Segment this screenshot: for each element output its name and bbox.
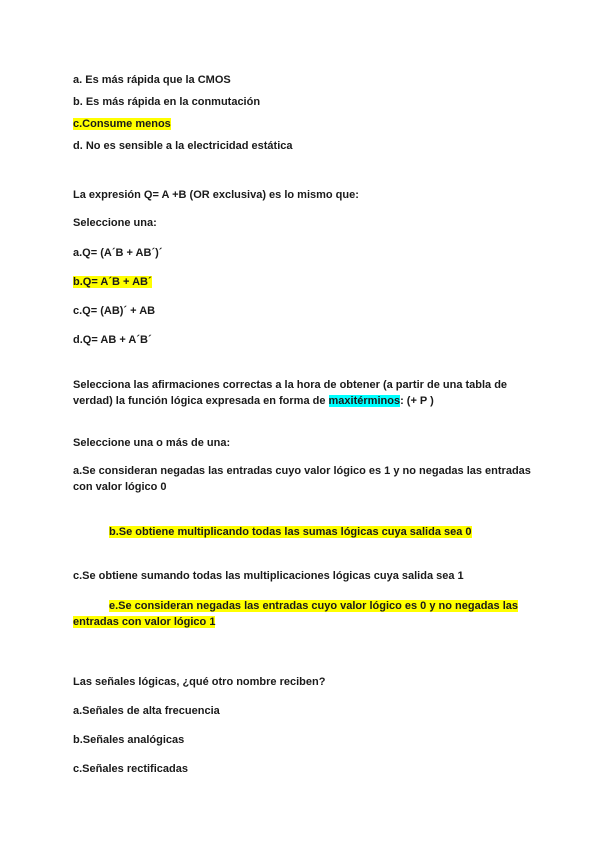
q1-option-c-text: c.Consume menos xyxy=(73,118,171,130)
q2-option-a[interactable]: a.Q= (A´B + AB´)´ xyxy=(73,247,163,259)
q3-question-part1: Selecciona las afirmaciones correctas a la hora de obtener (a partir de una tabla de verdad) la función lógica expresada en forma de xyxy=(73,379,508,407)
q4-option-c[interactable]: c.Señales rectificadas xyxy=(73,763,188,775)
q1-option-d[interactable]: d. No es sensible a la electricidad estática xyxy=(73,140,293,152)
q1-option-b[interactable]: b. Es más rápida en la conmutación xyxy=(73,96,261,108)
q2-option-c[interactable]: c.Q= (AB)´ + AB xyxy=(73,305,156,317)
q3-question-part2: : (+ P ) xyxy=(400,395,434,407)
q3-option-e-text: e.Se consideran negadas las entradas cuyo valor lógico es 0 y no negadas las entradas con valor lógico 1 xyxy=(73,600,518,628)
q3-question-highlight: maxitérminos xyxy=(328,395,401,407)
q4-option-b[interactable]: b.Señales analógicas xyxy=(73,734,185,746)
q3-option-e-highlighted[interactable] xyxy=(73,598,533,630)
q2-question: La expresión Q= A +B (OR exclusiva) es lo mismo que: xyxy=(73,189,359,201)
q4-question: Las señales lógicas, ¿qué otro nombre reciben? xyxy=(73,676,326,688)
q2-option-b-text: b.Q= A´B + AB´ xyxy=(73,276,152,288)
q2-option-b-highlighted[interactable] xyxy=(73,275,152,289)
q1-option-c-highlighted[interactable] xyxy=(73,117,171,131)
q3-question xyxy=(73,377,533,409)
q2-option-d[interactable]: d.Q= AB + A´B´ xyxy=(73,334,152,346)
q2-instruction: Seleccione una: xyxy=(73,217,157,229)
q1-option-a[interactable]: a. Es más rápida que la CMOS xyxy=(73,74,231,86)
q3-option-c[interactable]: c.Se obtiene sumando todas las multiplicaciones lógicas cuya salida sea 1 xyxy=(73,570,464,582)
q4-option-a[interactable]: a.Señales de alta frecuencia xyxy=(73,705,220,717)
q3-option-b-text: b.Se obtiene multiplicando todas las sumas lógicas cuya salida sea 0 xyxy=(109,526,472,538)
q3-instruction: Seleccione una o más de una: xyxy=(73,437,231,449)
q3-option-a[interactable]: a.Se consideran negadas las entradas cuyo valor lógico es 1 y no negadas las entradas con valor lógico 0 xyxy=(73,465,531,493)
q3-option-b-highlighted[interactable] xyxy=(109,525,472,539)
